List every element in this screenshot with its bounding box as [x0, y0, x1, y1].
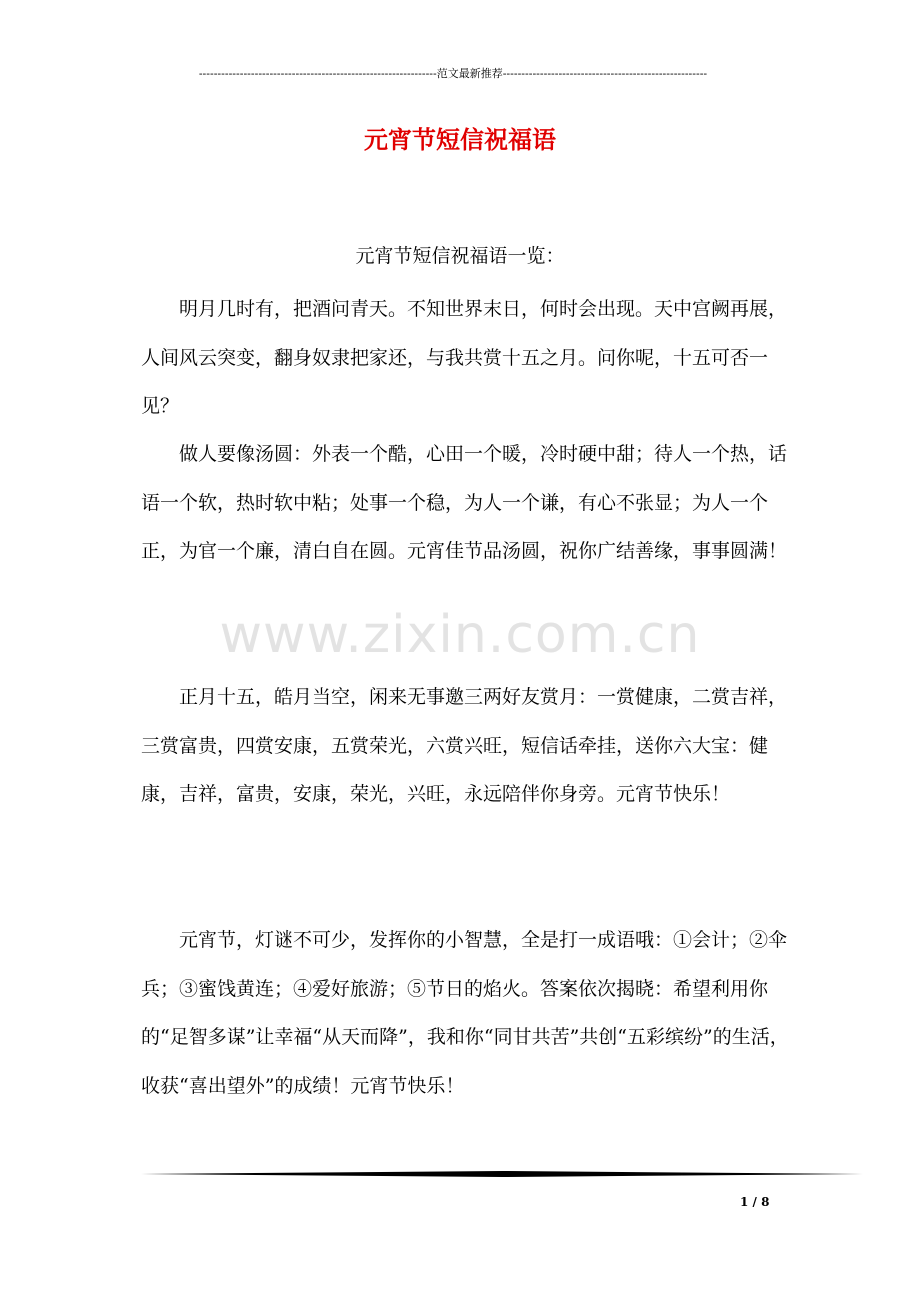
page-number: 1 / 8	[740, 1195, 770, 1209]
footer-rule	[141, 1171, 863, 1177]
watermark: www.zixin.com.cn	[219, 605, 701, 665]
paragraph-3: 正月十五，皓月当空，闲来无事邀三两好友赏月：一赏健康，二赏吉祥，三赏富贵，四赏安康，五赏荣光，六赏兴旺，短信话牵挂，送你六大宝：健康，吉祥，富贵，安康，荣光，兴旺，永远陪伴你身旁。元宵节快乐！	[141, 686, 788, 805]
page-header: ----------------------------------------------------------------范文最新推荐-------------------------------------------------------	[198, 67, 708, 80]
paragraph-1: 明月几时有，把酒问青天。不知世界末日，何时会出现。天中宫阙再展，人间风云突变，翻身奴隶把家还，与我共赏十五之月。问你呢，十五可否一见？	[141, 298, 788, 417]
paragraph-2: 做人要像汤圆：外表一个酷，心田一个暖，冷时硬中甜；待人一个热，话语一个软，热时软中粘；处事一个稳，为人一个谦，有心不张显；为人一个正，为官一个廉，清白自在圆。元宵佳节品汤圆，祝你广结善缘，事事圆满！	[141, 443, 788, 562]
document-title: 元宵节短信祝福语	[364, 125, 556, 154]
document-subtitle: 元宵节短信祝福语一览：	[355, 245, 565, 267]
paragraph-4: 元宵节，灯谜不可少，发挥你的小智慧，全是打一成语哦：①会计；②伞兵；③蜜饯黄连；④爱好旅游；⑤节日的焰火。答案依次揭晓：希望利用你的“足智多谋”让幸福“从天而降”，我和你“同甘共苦”共创“五彩缤纷”的生活，收获“喜出望外”的成绩！元宵节快乐！	[141, 929, 789, 1097]
